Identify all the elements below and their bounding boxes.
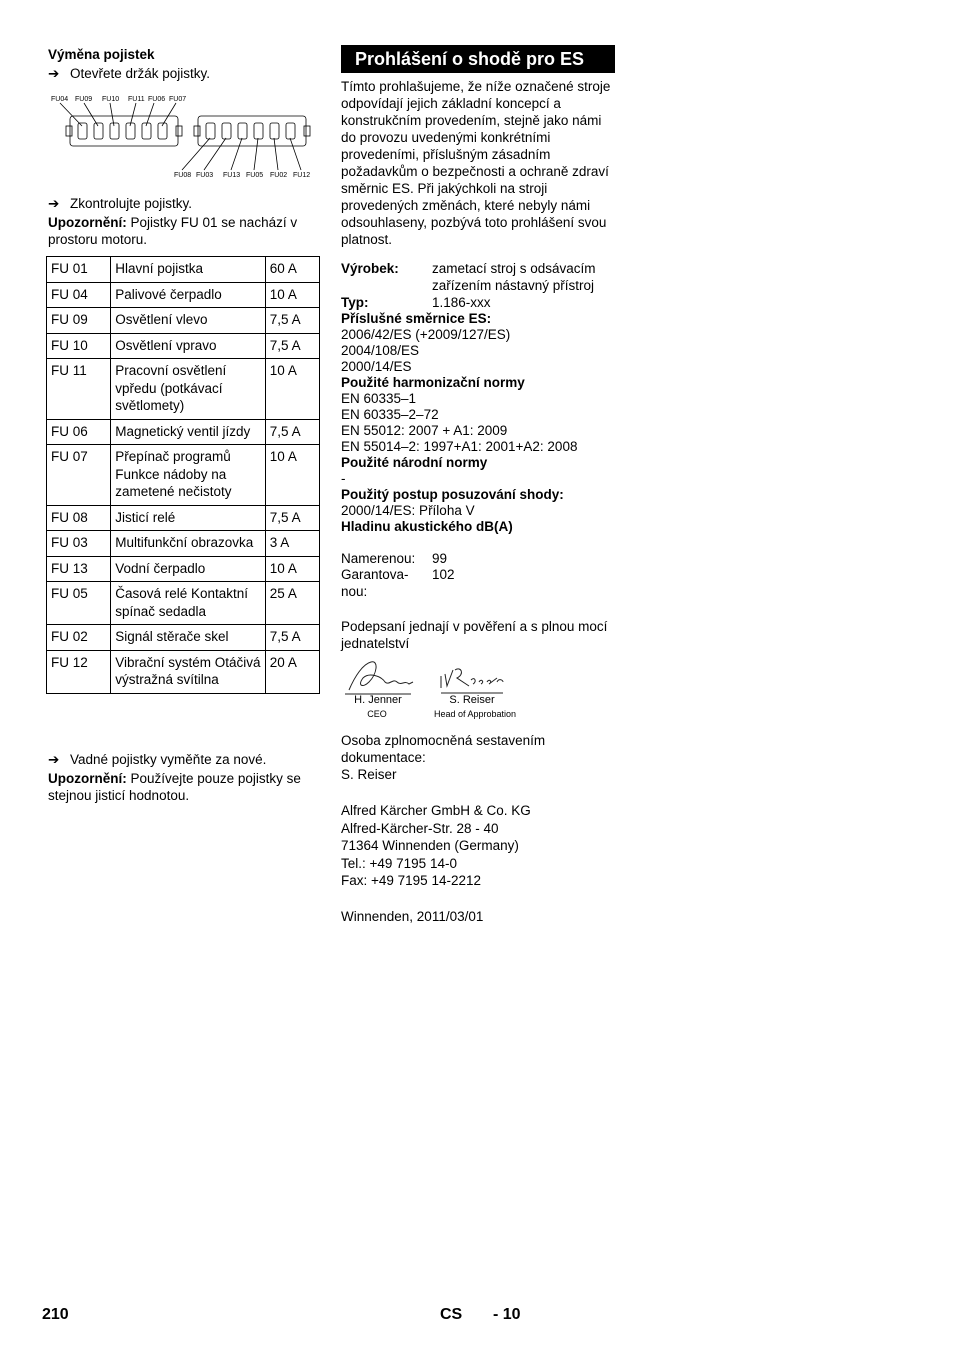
step-text: Zkontrolujte pojistky.: [70, 196, 193, 211]
table-row: [47, 445, 320, 506]
step-open-holder: [48, 65, 210, 82]
step-text: Otevřete držák pojistky.: [70, 66, 211, 81]
fuse-description: Osvětlení vlevo: [111, 308, 266, 334]
product-row: [341, 260, 621, 294]
note-fuse-rating: [48, 770, 323, 804]
signature-reiser: [441, 669, 503, 688]
arrow-right-icon: ➔: [48, 66, 60, 81]
place-date: Winnenden, 2011/03/01: [341, 909, 484, 924]
fuse-description: Osvětlení vpravo: [111, 333, 266, 359]
type-value: 1.186-xxx: [432, 295, 491, 310]
fuse-id: FU 01: [47, 257, 111, 283]
sig1-name: H. Jenner: [354, 694, 402, 706]
fuse-rating: 10 A: [265, 359, 319, 420]
directive-item: 2006/42/ES (+2009/127/ES): [341, 327, 511, 342]
table-row: [47, 333, 320, 359]
directives-label: Příslušné směrnice ES:: [341, 311, 492, 326]
fuse-description: Palivové čerpadlo: [111, 282, 266, 308]
address-line: Alfred Kärcher GmbH & Co. KG: [341, 803, 531, 818]
fuse-description: Pracovní osvětlení vpředu (potkávací světlomety): [111, 359, 266, 420]
table-row: [47, 650, 320, 693]
step-replace-fuses: [48, 751, 266, 768]
fuse-rating: 25 A: [265, 582, 319, 625]
fuse-description: Přepínač programů Funkce nádoby na zametené nečistoty: [111, 445, 266, 506]
address-line: 71364 Winnenden (Germany): [341, 838, 519, 853]
product-label: Výrobek:: [341, 261, 399, 276]
note-engine-fuse: [48, 214, 323, 248]
fuse-description: Hlavní pojistka: [111, 257, 266, 283]
fuse-id: FU 11: [47, 359, 111, 420]
fuse-id: FU 12: [47, 650, 111, 693]
step-text: Vadné pojistky vyměňte za nové.: [70, 752, 267, 767]
fuse-rating: 7,5 A: [265, 308, 319, 334]
authorized-text: Osoba zplnomocněná sestavením dokumentace:: [341, 733, 546, 765]
sig2-role: Head of Approbation: [433, 709, 517, 719]
noise-label: Hladinu akustického dB(A): [341, 519, 513, 534]
table-row: [47, 556, 320, 582]
directive-item: 2004/108/ES: [341, 343, 420, 358]
label-fu12: FU12: [293, 172, 311, 179]
fuse-rating: 10 A: [265, 445, 319, 506]
fuse-description: Signál stěrače skel: [111, 625, 266, 651]
fuse-rating: 60 A: [265, 257, 319, 283]
table-row: [47, 531, 320, 557]
fuse-rating: 7,5 A: [265, 505, 319, 531]
label-fu04: FU04: [51, 96, 69, 103]
guaranteed-row: [341, 566, 621, 600]
table-row: [47, 505, 320, 531]
harmonized-label: Použité harmonizační normy: [341, 375, 525, 390]
fuse-description: Vodní čerpadlo: [111, 556, 266, 582]
label-fu08: FU08: [174, 172, 192, 179]
fuse-rating: 7,5 A: [265, 333, 319, 359]
label-fu09: FU09: [75, 96, 93, 103]
fuse-rating: 3 A: [265, 531, 319, 557]
table-row: [47, 308, 320, 334]
label-fu05: FU05: [246, 172, 264, 179]
national-label: Použité národní normy: [341, 455, 488, 470]
fuse-rating: 10 A: [265, 282, 319, 308]
fuse-rating: 7,5 A: [265, 625, 319, 651]
label-fu03: FU03: [196, 172, 214, 179]
fuse-id: FU 13: [47, 556, 111, 582]
fuse-rating: 20 A: [265, 650, 319, 693]
harmonized-item: EN 55014–2: 1997+A1: 2001+A2: 2008: [341, 439, 578, 454]
fuse-description: Časová relé Kontaktní spínač sedadla: [111, 582, 266, 625]
page-number: 210: [42, 1306, 69, 1323]
label-fu13: FU13: [223, 172, 241, 179]
product-value: zametací stroj s odsávacím zařízením nástavný přístroj: [432, 261, 596, 293]
fuse-table: [46, 256, 320, 694]
section-heading: Výměna pojistek: [48, 47, 155, 62]
type-row: [341, 294, 621, 311]
fuse-rating: 10 A: [265, 556, 319, 582]
language-code: CS: [440, 1306, 463, 1323]
signatures-image: [341, 656, 531, 696]
arrow-right-icon: ➔: [48, 752, 60, 767]
fuse-description: Magnetický ventil jízdy: [111, 419, 266, 445]
procedure-value: 2000/14/ES: Příloha V: [341, 503, 475, 518]
harmonized-item: EN 60335–2–72: [341, 407, 439, 422]
measured-row: [341, 550, 621, 567]
harmonized-item: EN 60335–1: [341, 391, 417, 406]
fuse-holder-left: [70, 116, 178, 146]
fuse-description: Jisticí relé: [111, 505, 266, 531]
declaration-title: Prohlášení o shodě pro ES: [341, 45, 615, 73]
fuse-id: FU 08: [47, 505, 111, 531]
signed-text: Podepsaní jednají v pověření a s plnou mocí jednatelství: [341, 619, 608, 651]
signature-jenner: [349, 662, 413, 690]
fuse-id: FU 09: [47, 308, 111, 334]
fuse-id: FU 10: [47, 333, 111, 359]
fuse-holder-diagram: [48, 90, 318, 182]
fuse-id: FU 07: [47, 445, 111, 506]
measured-value: 99: [432, 551, 448, 566]
address-line: Alfred-Kärcher-Str. 28 - 40: [341, 820, 499, 836]
fuse-description: Vibrační systém Otáčivá výstražná svítilna: [111, 650, 266, 693]
label-fu11: FU11: [128, 96, 145, 103]
table-row: [47, 419, 320, 445]
declaration-intro: Tímto prohlašujeme, že níže označené stroje odpovídají jejich základní koncepcí a konstrukčním provedením, stejně jako námi do provozu uvedenými konkrétními provedeními, příslušným zásadním požadavkům o bezpečnosti a ochraně zdraví směrnic ES. Při jakýchkoli na stroji provedených změnách, které nebyly námi odsouhlaseny, pozbývá toto prohlášení svou platnost.: [341, 79, 611, 247]
table-row: [47, 582, 320, 625]
directive-item: 2000/14/ES: [341, 359, 412, 374]
authorized-name: S. Reiser: [341, 767, 397, 782]
address-line: Tel.: +49 7195 14-0: [341, 855, 457, 871]
address-line: Fax: +49 7195 14-2212: [341, 873, 481, 888]
step-check-fuses: [48, 195, 192, 212]
fuse-rating: 7,5 A: [265, 419, 319, 445]
label-fu10: FU10: [102, 96, 120, 103]
national-value: -: [341, 471, 346, 486]
note-text: Používejte pouze pojistky se stejnou jisticí hodnotou.: [48, 771, 301, 803]
sub-page-number: - 10: [493, 1306, 521, 1323]
table-row: [47, 257, 320, 283]
guaranteed-value: 102: [432, 567, 455, 582]
label-fu02: FU02: [270, 172, 288, 179]
fuse-description: Multifunkční obrazovka: [111, 531, 266, 557]
type-label: Typ:: [341, 295, 369, 310]
fuse-id: FU 05: [47, 582, 111, 625]
guaranteed-label: Garantova-nou:: [341, 567, 409, 599]
procedure-label: Použitý postup posuzování shody:: [341, 487, 564, 502]
note-label: Upozornění:: [48, 771, 127, 786]
note-label: Upozornění:: [48, 215, 127, 230]
note-text: Pojistky FU 01 se nachází v prostoru motoru.: [48, 215, 298, 247]
arrow-right-icon: ➔: [48, 196, 60, 211]
fuse-id: FU 02: [47, 625, 111, 651]
table-row: [47, 282, 320, 308]
fuse-holder-right: [198, 116, 306, 146]
label-fu06: FU06: [148, 96, 166, 103]
measured-label: Namerenou:: [341, 551, 416, 566]
fuse-id: FU 03: [47, 531, 111, 557]
sig2-name: S. Reiser: [449, 694, 495, 706]
label-fu07: FU07: [169, 96, 187, 103]
harmonized-item: EN 55012: 2007 + A1: 2009: [341, 423, 508, 438]
table-row: [47, 625, 320, 651]
fuse-id: FU 06: [47, 419, 111, 445]
sig1-role: CEO: [367, 709, 387, 719]
table-row: [47, 359, 320, 420]
fuse-id: FU 04: [47, 282, 111, 308]
